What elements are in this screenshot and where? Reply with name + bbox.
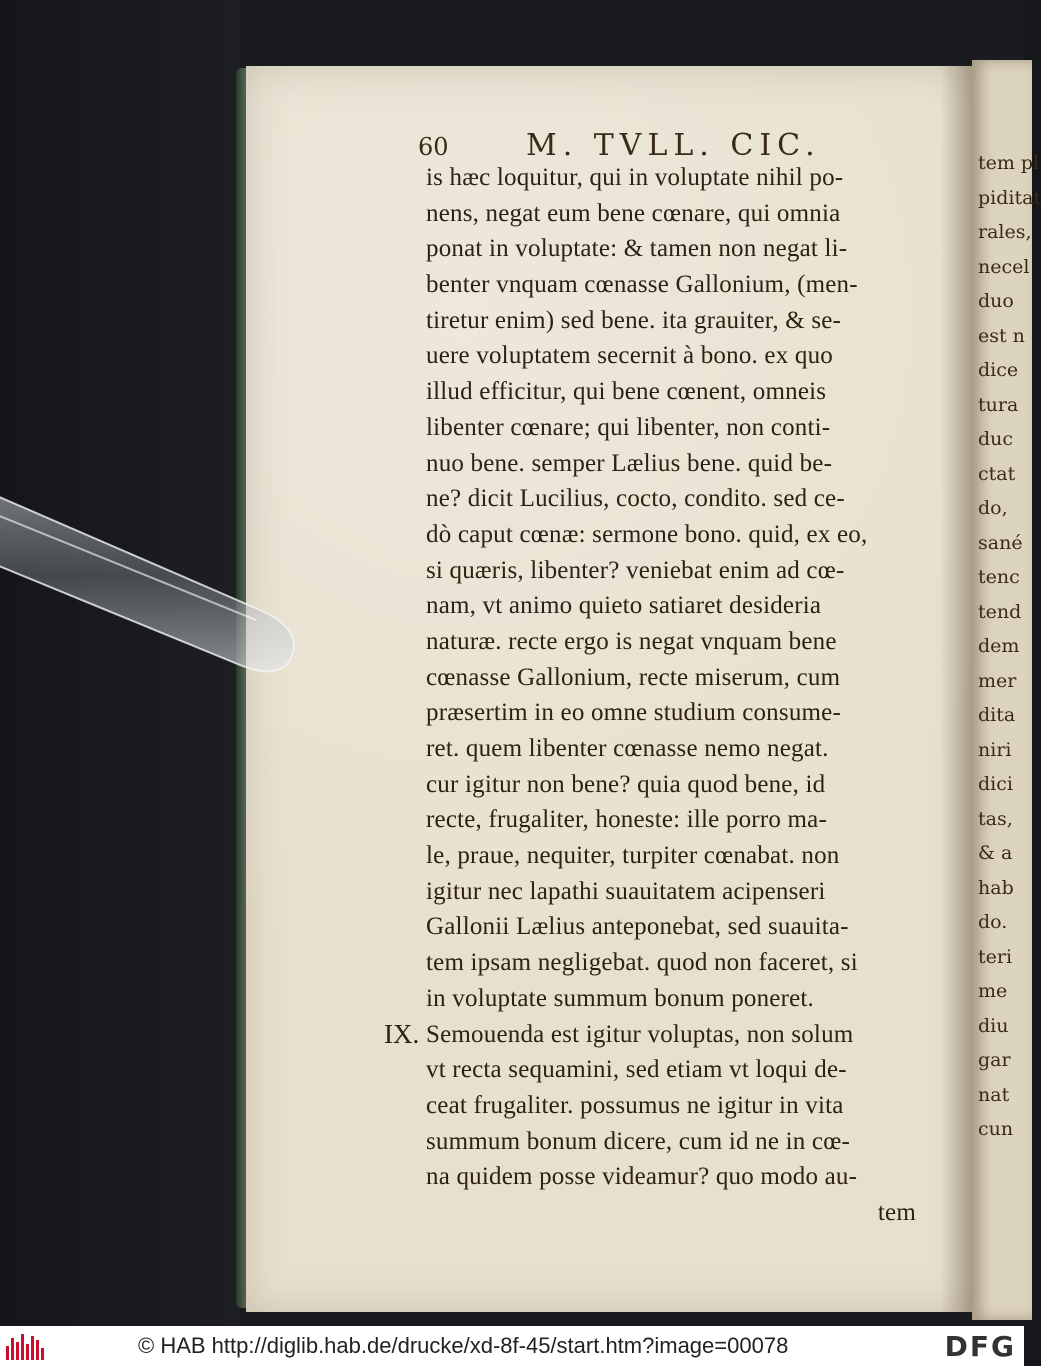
text-line: ret. quem libenter cœnasse nemo negat.	[426, 735, 829, 762]
facing-page-fragment: tura	[978, 393, 1019, 416]
text-line: si quæris, libenter? veniebat enim ad cœ-	[426, 556, 845, 584]
facing-page-fragment: mer	[978, 669, 1017, 692]
text-line: in voluptate summum bonum poneret.	[426, 984, 815, 1012]
text-line: recte, frugaliter, honeste: ille porro ma-	[426, 806, 827, 834]
facing-page-fragment: do.	[978, 911, 1008, 933]
text-line: cur igitur non bene? quia quod bene, id	[426, 770, 826, 798]
facing-page-fragment: & a	[978, 842, 1013, 864]
catchword: tem	[877, 1198, 916, 1226]
text-line: igitur nec lapathi suauitatem acipenseri	[426, 877, 826, 905]
text-line: is hæc loquitur, qui in voluptate nihil po-	[426, 164, 844, 191]
facing-page-fragment: duo	[978, 290, 1014, 312]
book-gutter-shadow	[940, 66, 972, 1312]
facing-page-fragment: est n	[978, 324, 1025, 347]
hab-logo-icon	[6, 1332, 48, 1360]
text-line: le, praue, nequiter, turpiter cœnabat. non	[426, 842, 840, 870]
text-line: ceat frugaliter. possumus ne igitur in vita	[426, 1091, 844, 1119]
background-cloth	[0, 0, 240, 1326]
facing-page-fragment: dice	[978, 359, 1019, 381]
facing-page-fragment: dici	[978, 773, 1013, 795]
page-number: 60	[418, 133, 449, 161]
facing-page-fragment: ctat	[978, 462, 1016, 485]
text-line: Semouenda est igitur voluptas, non solum	[426, 1020, 854, 1048]
facing-page-fragment: niri	[978, 738, 1012, 761]
text-line: illud efficitur, qui bene cœnent, omneis	[426, 378, 827, 406]
facing-page-fragment: tenc	[978, 566, 1020, 588]
facing-page-fragment: duc	[978, 428, 1014, 450]
text-line: na quidem posse videamur? quo modo au-	[426, 1163, 858, 1191]
footer-bar	[0, 1326, 1024, 1366]
chapter-marker: IX.	[384, 1018, 420, 1049]
facing-page-fragment: tem pl	[978, 152, 1040, 174]
copyright-link[interactable]: © HAB http://diglib.hab.de/drucke/xd-8f-45/start.htm?image=00078	[138, 1333, 789, 1358]
facing-page-fragment: diu	[978, 1014, 1009, 1037]
text-line: dò caput cœnæ: sermone bono. quid, ex eo,	[426, 520, 868, 548]
facing-page-fragment: nat	[978, 1083, 1010, 1106]
text-line: uere voluptatem secernit à bono. ex quo	[426, 342, 833, 370]
facing-page-fragment: teri	[978, 945, 1013, 968]
text-line: nam, vt animo quieto satiaret desideria	[426, 592, 822, 620]
text-line: tiretur enim) sed bene. ita grauiter, & se-	[426, 306, 842, 334]
facing-page-fragment: me	[978, 980, 1008, 1002]
text-line: nens, negat eum bene cœnare, qui omnia	[426, 199, 841, 227]
text-line: vt recta sequamini, sed etiam vt loqui de-	[426, 1056, 847, 1084]
facing-page-fragment: tend	[978, 600, 1022, 623]
text-line: tem ipsam negligebat. quod non faceret, si	[426, 949, 858, 977]
text-line: ponat in voluptate: & tamen non negat li-	[426, 235, 848, 263]
facing-page	[972, 60, 1041, 1320]
text-line: nuo bene. semper Lælius bene. quid be-	[426, 449, 833, 477]
dfg-logo: DFG	[944, 1329, 1016, 1363]
facing-page-fragment: piditat	[978, 186, 1041, 209]
facing-page-fragment: rales,	[978, 221, 1032, 243]
body-text	[426, 160, 926, 1231]
facing-page-fragment: cun	[978, 1118, 1014, 1140]
text-line: præsertim in eo omne studium consume-	[426, 699, 841, 727]
facing-page-fragment: dita	[978, 704, 1016, 726]
facing-page-fragment: hab	[978, 876, 1014, 899]
facing-page-fragment: gar	[978, 1049, 1011, 1071]
text-line: cœnasse Gallonium, recte miserum, cum	[426, 663, 841, 691]
text-line: benter vnquam cœnasse Gallonium, (men-	[426, 271, 858, 299]
text-line: ne? dicit Lucilius, cocto, condito. sed ce-	[426, 485, 845, 513]
facing-page-fragment: do,	[978, 497, 1008, 519]
text-line: libenter cœnare; qui libenter, non conti-	[426, 413, 831, 441]
text-line: summum bonum dicere, cum id ne in cœ-	[426, 1127, 850, 1155]
running-head: M. TVLL. CIC.	[526, 128, 821, 163]
facing-page-fragment: dem	[978, 635, 1020, 657]
text-line: Gallonii Lælius anteponebat, sed suauita-	[426, 913, 849, 941]
facing-page-fragment: tas,	[978, 807, 1013, 830]
facing-page-fragment: necel	[978, 255, 1030, 278]
text-line: naturæ. recte ergo is negat vnquam bene	[426, 627, 837, 655]
facing-page-fragment: sané	[978, 531, 1023, 554]
